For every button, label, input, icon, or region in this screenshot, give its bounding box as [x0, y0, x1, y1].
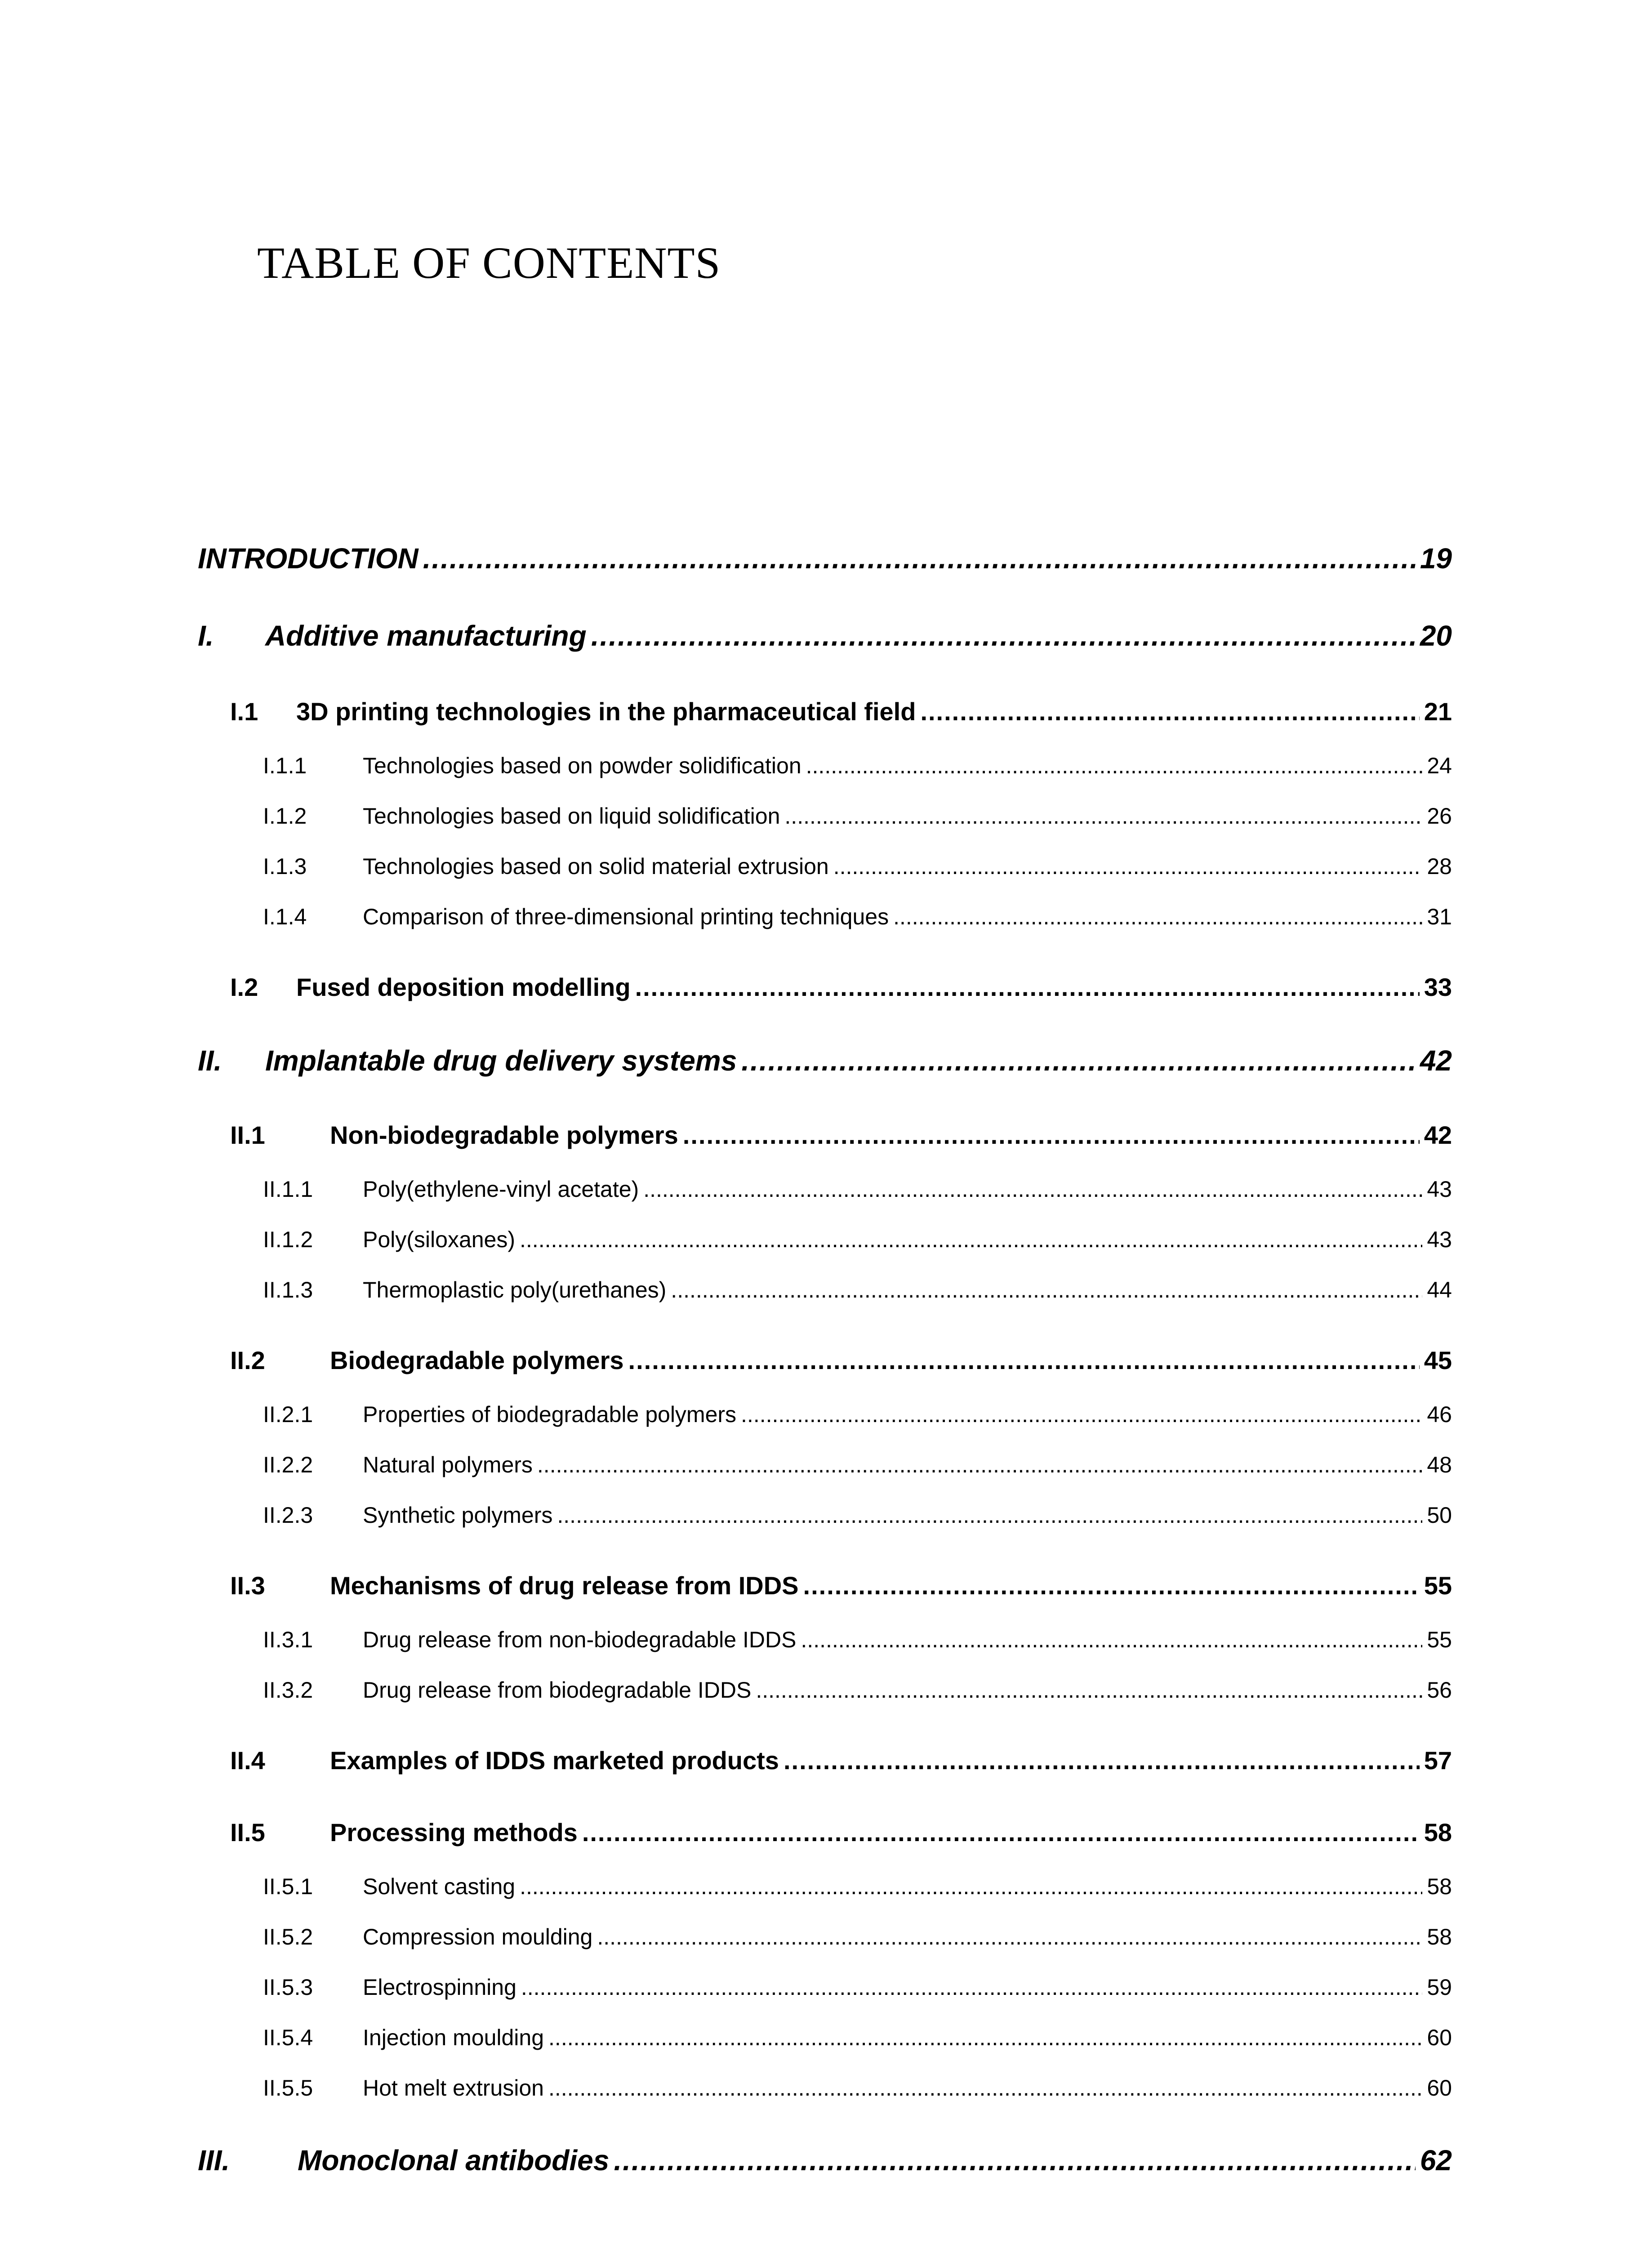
toc-entry-title: Poly(siloxanes)	[363, 1227, 516, 1252]
page-title: TABLE OF CONTENTS	[257, 238, 721, 288]
toc-entry-number: II.2.2	[263, 1452, 313, 1477]
toc-entry-subsection-2-2-1[interactable]	[263, 1401, 1452, 1427]
toc-entry-number: II.5.1	[263, 1874, 313, 1899]
toc-entry-number: II.	[198, 1044, 222, 1077]
toc-entry-title: Solvent casting	[363, 1874, 516, 1899]
toc-entry-number: II.1.3	[263, 1277, 313, 1302]
toc-entry-subsection-2-5-1[interactable]	[263, 1873, 1452, 1900]
toc-entry-number: II.5.2	[263, 1924, 313, 1949]
toc-entry-section-1-2[interactable]	[230, 972, 1452, 1002]
dot-leader	[614, 2144, 1415, 2177]
toc-entry-subsection-2-5-5[interactable]	[263, 2075, 1452, 2101]
toc-entry-chapter-2[interactable]	[198, 1044, 1452, 1077]
toc-entry-number: III.	[198, 2144, 230, 2177]
toc-entry-introduction[interactable]	[198, 542, 1452, 575]
toc-entry-section-2-5[interactable]	[230, 1818, 1452, 1847]
toc-page-number: 42	[1424, 1121, 1452, 1149]
dot-leader	[537, 1452, 1422, 1478]
toc-entry-number: II.1	[230, 1121, 265, 1149]
toc-entry-number: I.2	[230, 973, 258, 1001]
dot-leader	[520, 1873, 1422, 1900]
toc-entry-title: Additive manufacturing	[265, 620, 587, 652]
toc-page-number: 60	[1427, 2025, 1452, 2050]
toc-page-number: 33	[1424, 973, 1452, 1001]
toc-entry-number: II.3	[230, 1571, 265, 1600]
toc-entry-subsection-2-3-1[interactable]	[263, 1627, 1452, 1653]
dot-leader	[520, 1227, 1422, 1253]
dot-leader	[920, 697, 1419, 726]
dot-leader	[628, 1346, 1420, 1375]
dot-leader	[548, 2075, 1422, 2101]
toc-page-number: 58	[1424, 1818, 1452, 1847]
dot-leader	[784, 1746, 1420, 1775]
toc-entry-number: II.2	[230, 1346, 265, 1374]
toc-entry-subsection-2-1-3[interactable]	[263, 1277, 1452, 1303]
toc-entry-subsection-1-1-2[interactable]	[263, 803, 1452, 829]
toc-entry-number: II.1.1	[263, 1177, 313, 1202]
toc-entry-title: Thermoplastic poly(urethanes)	[363, 1277, 667, 1302]
toc-entry-subsection-2-1-1[interactable]	[263, 1176, 1452, 1202]
toc-page-number: 20	[1420, 620, 1452, 652]
toc-entry-title: Examples of IDDS marketed products	[330, 1746, 779, 1775]
toc-entry-title: INTRODUCTION	[198, 542, 419, 575]
toc-entry-title: Electrospinning	[363, 1975, 517, 2000]
toc-page-number: 31	[1427, 904, 1452, 929]
toc-entry-number: I.1	[230, 697, 258, 726]
toc-page-number: 19	[1420, 542, 1452, 575]
toc-entry-title: Technologies based on liquid solidification	[363, 803, 780, 829]
dot-leader	[582, 1818, 1420, 1847]
toc-entry-chapter-3[interactable]	[198, 2144, 1452, 2177]
dot-leader	[635, 972, 1420, 1002]
toc-entry-number: I.1.4	[263, 904, 307, 929]
toc-page-number: 62	[1420, 2144, 1452, 2177]
toc-entry-title: Mechanisms of drug release from IDDS	[330, 1571, 799, 1600]
toc-entry-title: Non-biodegradable polymers	[330, 1121, 678, 1149]
dot-leader	[741, 1401, 1422, 1427]
dot-leader	[756, 1677, 1422, 1703]
toc-entry-title: Implantable drug delivery systems	[265, 1044, 737, 1077]
toc-entry-number: II.5.3	[263, 1975, 313, 2000]
toc-page-number: 24	[1427, 753, 1452, 778]
toc-page-number: 43	[1427, 1177, 1452, 1202]
toc-page-number: 21	[1424, 697, 1452, 726]
toc-page-number: 59	[1427, 1975, 1452, 2000]
toc-page-number: 44	[1427, 1277, 1452, 1302]
dot-leader	[803, 1571, 1420, 1600]
toc-entry-subsection-1-1-1[interactable]	[263, 753, 1452, 779]
toc-entry-number: II.3.2	[263, 1677, 313, 1703]
dot-leader	[548, 2025, 1422, 2051]
dot-leader	[683, 1120, 1420, 1150]
dot-leader	[643, 1176, 1422, 1202]
toc-entry-subsection-2-5-3[interactable]	[263, 1974, 1452, 2000]
toc-entry-section-2-2[interactable]	[230, 1346, 1452, 1375]
dot-leader	[557, 1502, 1422, 1528]
toc-page-number: 55	[1424, 1571, 1452, 1600]
toc-entry-number: II.3.1	[263, 1627, 313, 1652]
toc-entry-subsection-1-1-3[interactable]	[263, 853, 1452, 879]
toc-entry-number: II.5.5	[263, 2075, 313, 2101]
dot-leader	[671, 1277, 1422, 1303]
toc-entry-number: I.1.1	[263, 753, 307, 778]
toc-entry-number: I.	[198, 620, 214, 652]
dot-leader	[833, 853, 1423, 879]
dot-leader	[591, 619, 1416, 652]
toc-entry-subsection-2-5-2[interactable]	[263, 1924, 1452, 1950]
toc-entry-subsection-1-1-4[interactable]	[263, 904, 1452, 930]
toc-entry-title: Hot melt extrusion	[363, 2075, 544, 2101]
dot-leader	[806, 753, 1423, 779]
toc-page-number: 58	[1427, 1874, 1452, 1899]
toc-entry-subsection-2-3-2[interactable]	[263, 1677, 1452, 1703]
toc-page-number: 28	[1427, 854, 1452, 879]
toc-page-number: 56	[1427, 1677, 1452, 1703]
toc-entry-number: II.2.3	[263, 1503, 313, 1528]
toc-entry-title: Drug release from biodegradable IDDS	[363, 1677, 752, 1703]
dot-leader	[597, 1924, 1422, 1950]
toc-page-number: 50	[1427, 1503, 1452, 1528]
toc-page-number: 48	[1427, 1452, 1452, 1477]
toc-entry-title: 3D printing technologies in the pharmaceutical field	[296, 697, 916, 726]
toc-page-number: 58	[1427, 1924, 1452, 1949]
toc-entry-number: II.2.1	[263, 1402, 313, 1427]
toc-entry-number: II.4	[230, 1746, 265, 1775]
dot-leader	[801, 1627, 1422, 1653]
dot-leader	[423, 542, 1416, 575]
toc-entry-number: I.1.3	[263, 854, 307, 879]
dot-leader	[893, 904, 1422, 930]
toc-entry-title: Drug release from non-biodegradable IDDS	[363, 1627, 797, 1652]
toc-page-number: 42	[1420, 1044, 1452, 1077]
toc-page-number: 55	[1427, 1627, 1452, 1652]
toc-entry-title: Comparison of three-dimensional printing techniques	[363, 904, 889, 929]
toc-entry-number: II.5	[230, 1818, 265, 1847]
toc-page-number: 26	[1427, 803, 1452, 829]
toc-entry-title: Synthetic polymers	[363, 1503, 553, 1528]
toc-entry-number: I.1.2	[263, 803, 307, 829]
toc-entry-subsection-2-5-4[interactable]	[263, 2025, 1452, 2051]
toc-entry-title: Biodegradable polymers	[330, 1346, 624, 1374]
toc-page-number: 45	[1424, 1346, 1452, 1374]
toc-entry-section-1-1[interactable]	[230, 697, 1452, 726]
toc-entry-title: Natural polymers	[363, 1452, 533, 1477]
toc-entry-section-2-1[interactable]	[230, 1120, 1452, 1150]
toc-entry-subsection-2-2-3[interactable]	[263, 1502, 1452, 1528]
toc-entry-number: II.1.2	[263, 1227, 313, 1252]
toc-entry-title: Technologies based on powder solidification	[363, 753, 802, 778]
dot-leader	[784, 803, 1422, 829]
toc-entry-title: Monoclonal antibodies	[298, 2144, 610, 2177]
toc-entry-section-2-3[interactable]	[230, 1571, 1452, 1600]
toc-entry-title: Properties of biodegradable polymers	[363, 1402, 737, 1427]
toc-page-number: 46	[1427, 1402, 1452, 1427]
toc-entry-title: Technologies based on solid material extrusion	[363, 854, 829, 879]
toc-entry-number: II.5.4	[263, 2025, 313, 2050]
toc-page-number: 60	[1427, 2075, 1452, 2101]
dot-leader	[741, 1044, 1416, 1077]
toc-page-number: 57	[1424, 1746, 1452, 1775]
toc-entry-chapter-1[interactable]	[198, 619, 1452, 652]
toc-entry-title: Compression moulding	[363, 1924, 593, 1949]
toc-entry-title: Processing methods	[330, 1818, 578, 1847]
toc-page-number: 43	[1427, 1227, 1452, 1252]
toc-entry-section-2-4[interactable]	[230, 1746, 1452, 1775]
toc-entry-title: Fused deposition modelling	[296, 973, 631, 1001]
toc-entry-subsection-2-1-2[interactable]	[263, 1227, 1452, 1253]
toc-entry-title: Poly(ethylene-vinyl acetate)	[363, 1177, 639, 1202]
toc-entry-title: Injection moulding	[363, 2025, 544, 2050]
toc-entry-subsection-2-2-2[interactable]	[263, 1452, 1452, 1478]
dot-leader	[521, 1974, 1423, 2000]
